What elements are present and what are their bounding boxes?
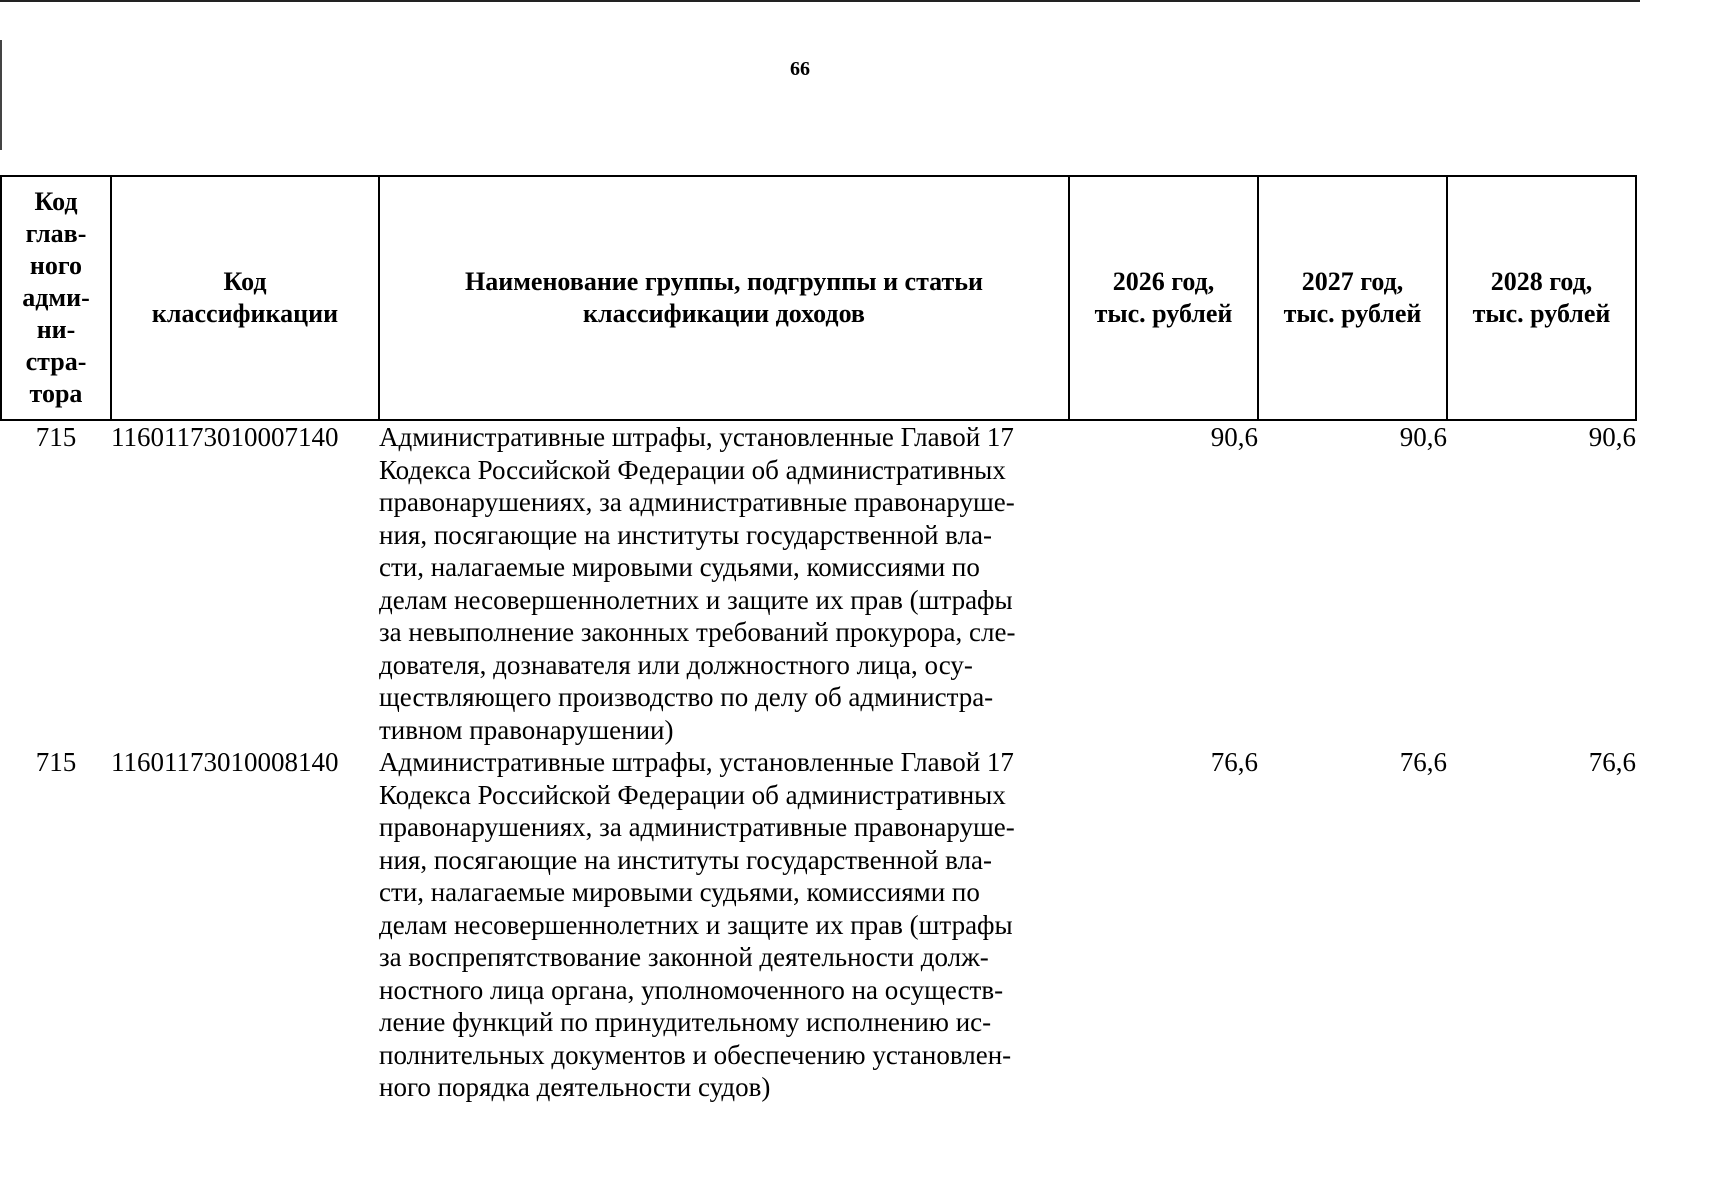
header-year-2027: 2027 год, тыс. рублей	[1258, 176, 1447, 420]
classification-code-cell: 11601173010007140	[111, 422, 339, 452]
amount-2028-cell: 90,6	[1588, 422, 1636, 452]
revenue-name-cell: Административные штрафы, установленные Главой 17 Кодекса Российской Федерации об административных правонарушениях, за административные правонаруше- ния, посягающие на институты государственной вла- сти, налагаемые мировыми судьями, комиссиями по делам несовершеннолетних и защите их прав (штрафы за невыполнение законных требований прокурора, сле- дователя, дознавателя или должностного лица, осу- ществляющего производство по делу об администра- тивном правонарушении)	[379, 422, 1016, 745]
table-row	[1, 746, 1636, 1104]
page-number: 66	[790, 58, 810, 80]
header-classification-code: Код классификации	[111, 176, 379, 420]
header-revenue-name: Наименование группы, подгруппы и статьи классификации доходов	[379, 176, 1069, 420]
table-header-row	[1, 176, 1636, 420]
header-year-2026: 2026 год, тыс. рублей	[1069, 176, 1258, 420]
top-scan-border	[0, 0, 1640, 2]
amount-2026-cell: 76,6	[1210, 747, 1258, 777]
admin-code-cell: 715	[35, 747, 77, 777]
amount-2028-cell: 76,6	[1588, 747, 1636, 777]
amount-2027-cell: 76,6	[1399, 747, 1447, 777]
amount-2026-cell: 90,6	[1210, 422, 1258, 452]
admin-code-cell: 715	[35, 422, 77, 452]
amount-2027-cell: 90,6	[1399, 422, 1447, 452]
revenue-name-cell: Административные штрафы, установленные Главой 17 Кодекса Российской Федерации об административных правонарушениях, за административные правонаруше- ния, посягающие на институты государственной вла- сти, налагаемые мировыми судьями, комиссиями по делам несовершеннолетних и защите их прав (штрафы за воспрепятствование законной деятельности долж- ностного лица органа, уполномоченного на осуществ- ление функций по принудительному исполнению ис- полнительных документов и обеспечению установлен- ного порядка деятельности судов)	[379, 747, 1015, 1102]
left-scan-border	[0, 40, 2, 150]
revenue-table	[0, 175, 1637, 1104]
classification-code-cell: 11601173010008140	[111, 747, 339, 777]
header-admin-code: Код глав- ного адми- ни- стра- тора	[1, 176, 111, 420]
table-row	[1, 420, 1636, 746]
header-year-2028: 2028 год, тыс. рублей	[1447, 176, 1636, 420]
